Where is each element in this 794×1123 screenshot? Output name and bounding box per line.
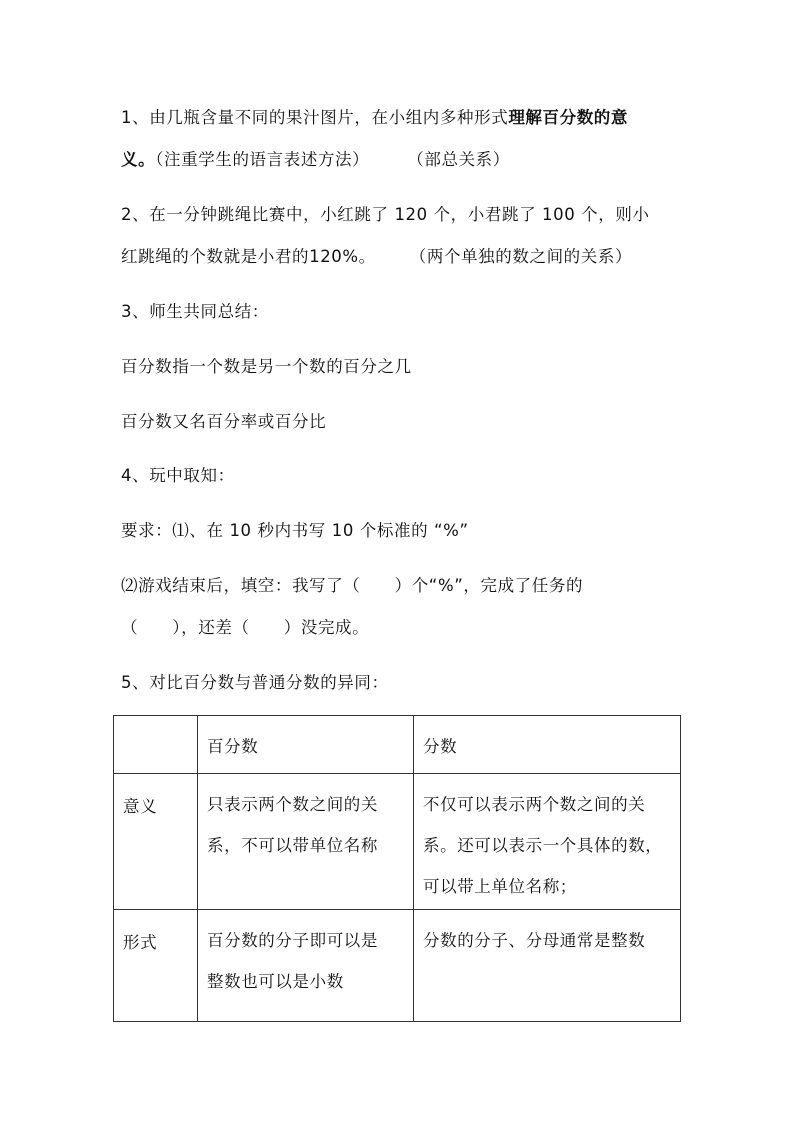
cell-line: 只表示两个数之间的关 [207,795,378,814]
cell-line: 整数也可以是小数 [207,972,344,991]
percent-cell [198,774,414,910]
row-label: 形式 [114,910,198,1022]
item1-text: 1、由几瓶含量不同的果汁图片，在小组内多种形式 [121,108,509,127]
item4-fill-line2: （ ），还差（ ）没完成。 [121,618,370,637]
cell-line: 系，不可以带单位名称 [207,836,378,855]
item4-heading: 4、玩中取知： [121,466,235,485]
item1-relation-note: （部总关系） [407,150,510,169]
item2-relation-note: （两个单独的数之间的关系） [409,247,633,266]
item2-text: 红跳绳的个数就是小君的120%。 [121,247,376,266]
fraction-cell [414,910,681,1022]
item1-line2 [121,150,510,170]
item1-method-note: （注重学生的语言表述方法） [155,150,370,169]
table-header-row [114,716,681,774]
fraction-cell [414,774,681,910]
item3-heading: 3、师生共同总结： [121,302,269,321]
item1-bold-text: 理解百分数的意 [508,108,629,127]
table-header-cell [114,716,198,774]
cell-line: 不仅可以表示两个数之间的关 [423,795,646,814]
comparison-table [113,715,681,1022]
cell-line: 分数的分子、分母通常是整数 [423,931,646,950]
percent-cell [198,910,414,1022]
cell-line: 可以带上单位名称； [423,877,577,896]
item1-line1 [121,108,628,128]
table-row [114,774,681,910]
item3-point2: 百分数又名百分率或百分比 [121,412,327,431]
table-header-cell: 百分数 [198,716,414,774]
item4-requirement: 要求：⑴、在 10 秒内书写 10 个标准的 “%” [121,521,469,540]
row-label: 意义 [114,774,198,910]
item5-heading: 5、对比百分数与普通分数的异同： [121,673,389,692]
table-row [114,910,681,1022]
item4-fill-line1: ⑵游戏结束后，填空：我写了（ ）个“%”，完成了任务的 [121,576,584,595]
item3-point1: 百分数指一个数是另一个数的百分之几 [121,357,412,376]
item2-line2 [121,247,632,267]
cell-line: 百分数的分子即可以是 [207,931,378,950]
table-header-cell: 分数 [414,716,681,774]
item1-bold-end: 义。 [121,150,156,169]
item2-line1: 2、在一分钟跳绳比赛中，小红跳了 120 个，小君跳了 100 个，则小 [121,205,650,224]
cell-line: 系。还可以表示一个具体的数， [423,836,663,855]
